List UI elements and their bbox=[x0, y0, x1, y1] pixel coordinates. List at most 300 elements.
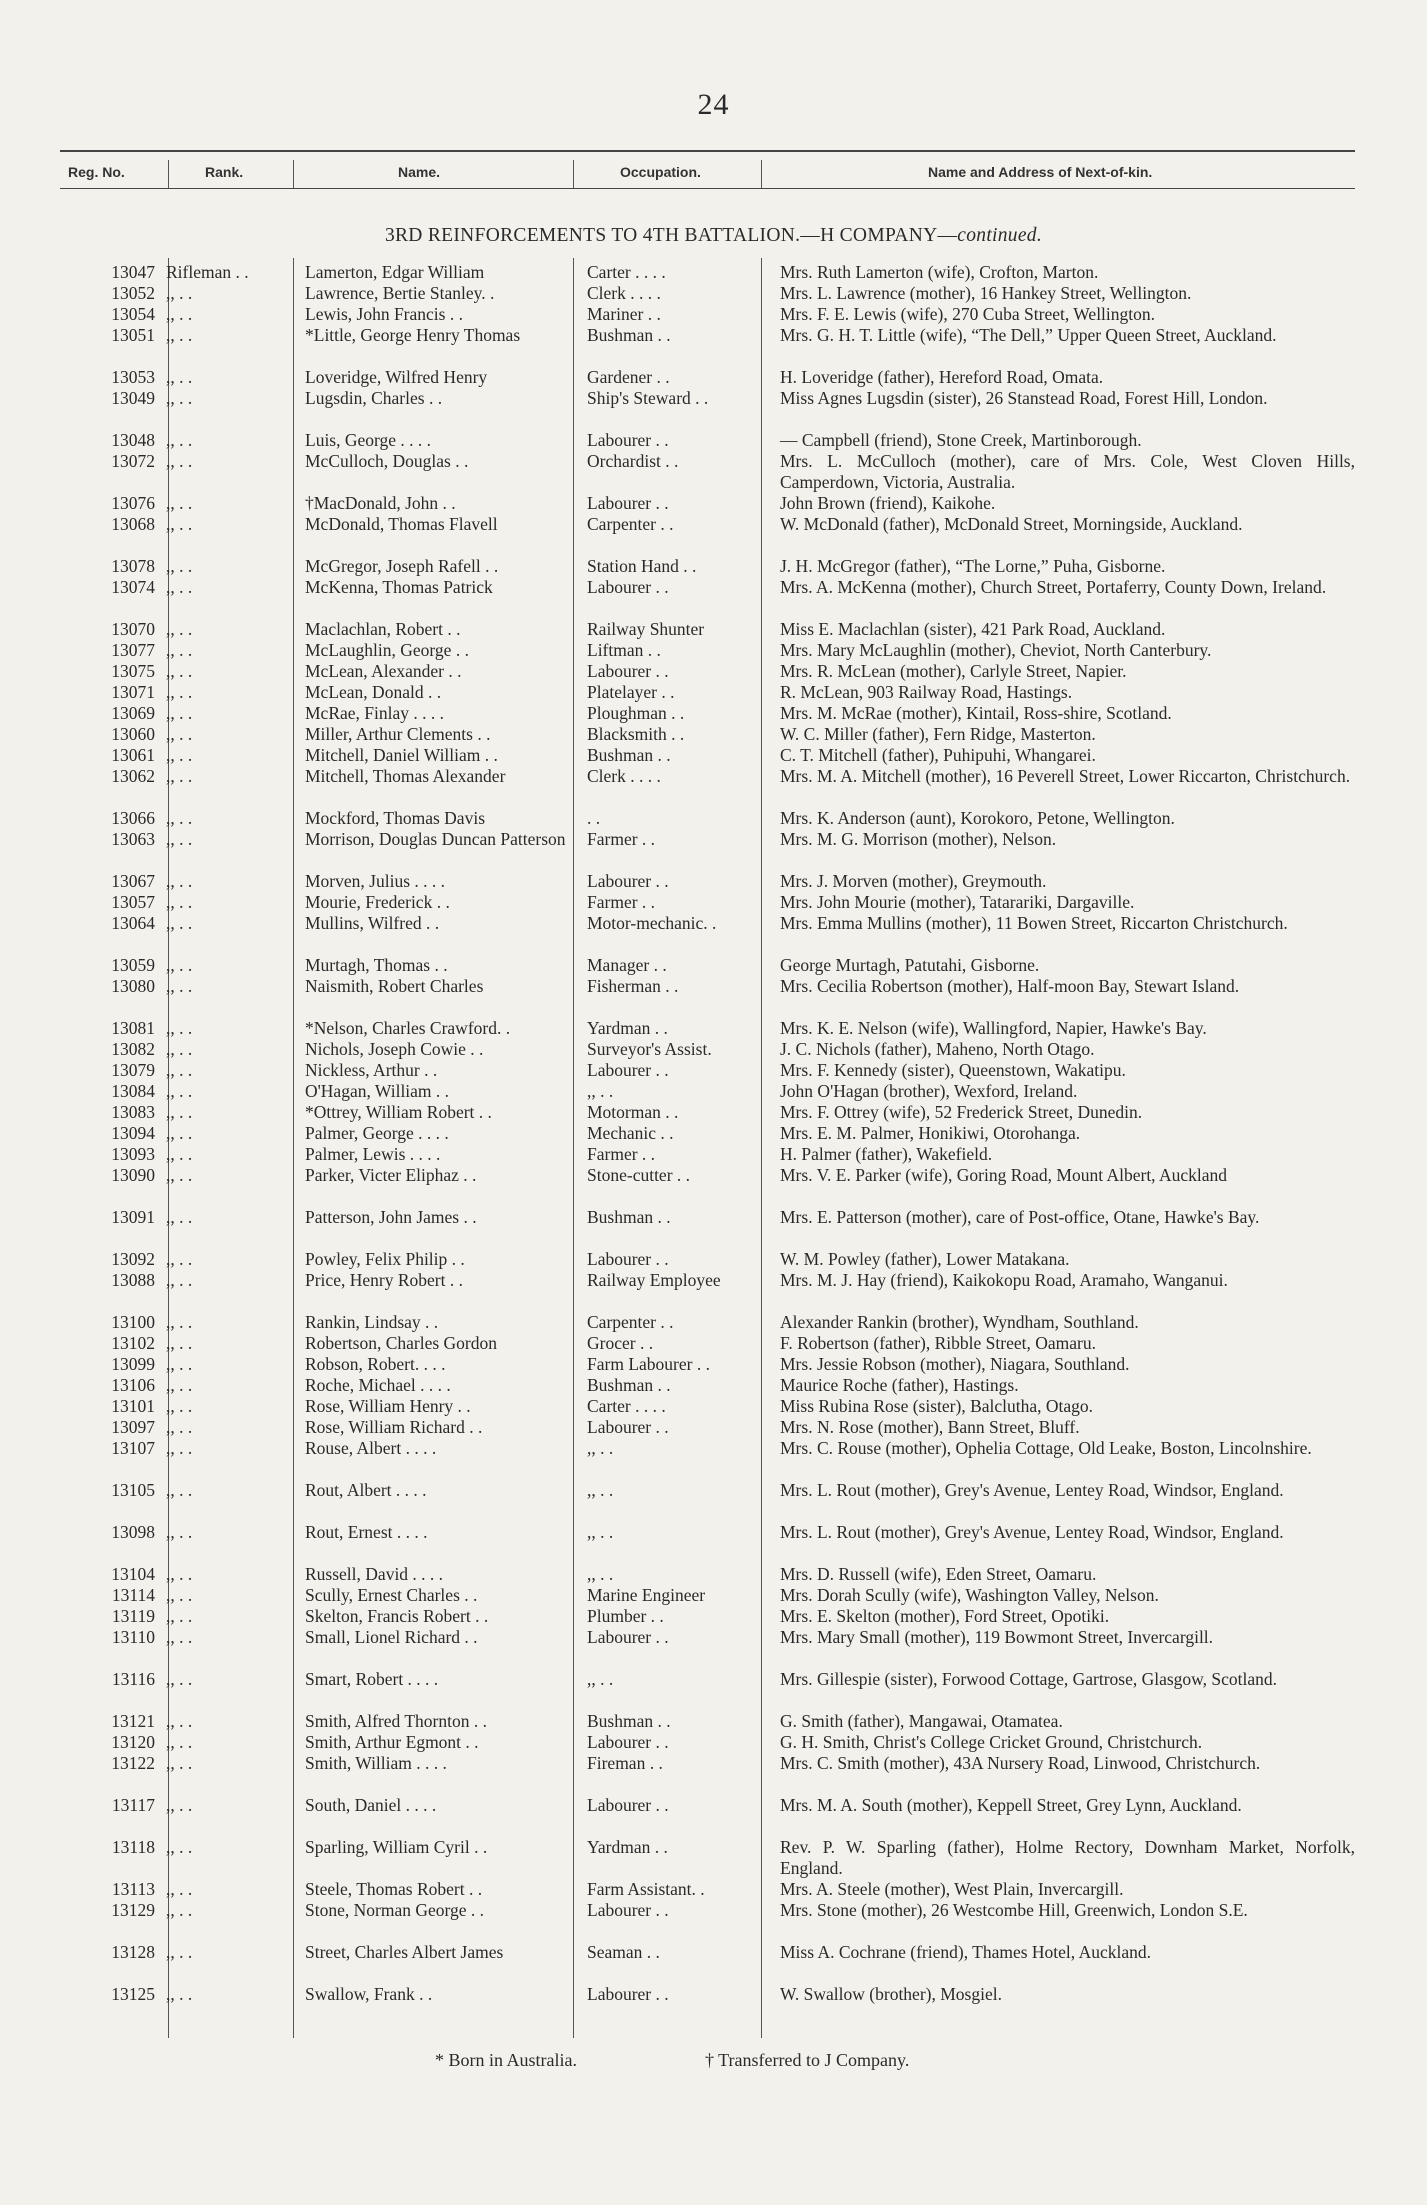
cell-reg-no: 13119 bbox=[111, 1606, 155, 1626]
cell-name: Rouse, Albert . . . . bbox=[305, 1438, 437, 1458]
cell-occupation: Carter . . . . bbox=[587, 1396, 666, 1416]
cell-occupation: ,, . . bbox=[587, 1480, 614, 1500]
cell-name: *Nelson, Charles Crawford. . bbox=[305, 1018, 511, 1038]
cell-occupation: . . bbox=[587, 808, 601, 828]
cell-next-of-kin: W. McDonald (father), McDonald Street, Morningside, Auckland. bbox=[780, 514, 1243, 534]
cell-rank: ,, . . bbox=[166, 430, 193, 450]
cell-name: Scully, Ernest Charles . . bbox=[305, 1585, 478, 1605]
cell-name: McLean, Alexander . . bbox=[305, 661, 462, 681]
footnote-born-australia: * Born in Australia. bbox=[435, 2050, 577, 2070]
cell-reg-no: 13080 bbox=[111, 976, 155, 996]
cell-next-of-kin: G. H. Smith, Christ's College Cricket Ground, Christchurch. bbox=[780, 1732, 1203, 1752]
cell-next-of-kin: Mrs. Mary Small (mother), 119 Bowmont Street, Invercargill. bbox=[780, 1627, 1214, 1647]
section-title-text: 3RD REINFORCEMENTS TO 4TH BATTALION.—H COMPANY— bbox=[384, 225, 958, 246]
cell-next-of-kin: Mrs. K. Anderson (aunt), Korokoro, Petone, Wellington. bbox=[780, 808, 1175, 828]
cell-name: Rout, Ernest . . . . bbox=[305, 1522, 428, 1542]
cell-reg-no: 13074 bbox=[111, 577, 155, 597]
cell-reg-no: 13088 bbox=[111, 1270, 155, 1290]
section-title-continued: continued. bbox=[957, 225, 1043, 246]
cell-name: Lewis, John Francis . . bbox=[305, 304, 463, 324]
cell-reg-no: 13105 bbox=[111, 1480, 155, 1500]
cell-rank: ,, . . bbox=[166, 1627, 193, 1647]
cell-rank: ,, . . bbox=[166, 1984, 193, 2004]
cell-next-of-kin: Mrs. R. McLean (mother), Carlyle Street, Napier. bbox=[780, 661, 1127, 681]
cell-rank: ,, . . bbox=[166, 1018, 193, 1038]
cell-name: Naismith, Robert Charles bbox=[305, 976, 484, 996]
cell-occupation: Labourer . . bbox=[587, 1984, 669, 2004]
cell-name: Nickless, Arthur . . bbox=[305, 1060, 438, 1080]
cell-next-of-kin: Mrs. E. Patterson (mother), care of Post-office, Otane, Hawke's Bay. bbox=[780, 1207, 1260, 1227]
cell-rank: ,, . . bbox=[166, 1879, 193, 1899]
cell-occupation: Clerk . . . . bbox=[587, 766, 661, 786]
cell-occupation: Labourer . . bbox=[587, 871, 669, 891]
cell-occupation: Bushman . . bbox=[587, 1207, 671, 1227]
cell-reg-no: 13064 bbox=[111, 913, 155, 933]
cell-next-of-kin: Mrs. J. Morven (mother), Greymouth. bbox=[780, 871, 1047, 891]
cell-reg-no: 13100 bbox=[111, 1312, 155, 1332]
cell-reg-no: 13053 bbox=[111, 367, 155, 387]
cell-next-of-kin: Mrs. Mary McLaughlin (mother), Cheviot, North Canterbury. bbox=[780, 640, 1212, 660]
cell-reg-no: 13084 bbox=[111, 1081, 155, 1101]
cell-reg-no: 13081 bbox=[111, 1018, 155, 1038]
cell-rank: ,, . . bbox=[166, 1522, 193, 1542]
cell-rank: ,, . . bbox=[166, 1837, 193, 1857]
cell-occupation: Surveyor's Assist. bbox=[587, 1039, 712, 1059]
cell-next-of-kin: Mrs. V. E. Parker (wife), Goring Road, Mount Albert, Auckland bbox=[780, 1165, 1228, 1185]
cell-reg-no: 13061 bbox=[111, 745, 155, 765]
cell-next-of-kin: Mrs. L. McCulloch (mother), care of Mrs. Cole, West Cloven Hills, Camperdown, Victoria, Australia. bbox=[780, 451, 1355, 492]
cell-rank: ,, . . bbox=[166, 451, 193, 471]
cell-name: Morrison, Douglas Duncan Patterson bbox=[305, 829, 566, 849]
cell-rank: ,, . . bbox=[166, 514, 193, 534]
cell-occupation: Carpenter . . bbox=[587, 1312, 674, 1332]
cell-reg-no: 13099 bbox=[111, 1354, 155, 1374]
cell-rank: ,, . . bbox=[166, 388, 193, 408]
cell-next-of-kin: W. M. Powley (father), Lower Matakana. bbox=[780, 1249, 1070, 1269]
cell-rank: ,, . . bbox=[166, 1333, 193, 1353]
cell-name: Mitchell, Thomas Alexander bbox=[305, 766, 506, 786]
cell-rank: ,, . . bbox=[166, 1081, 193, 1101]
cell-occupation: Bushman . . bbox=[587, 1375, 671, 1395]
cell-reg-no: 13091 bbox=[111, 1207, 155, 1227]
cell-name: McLaughlin, George . . bbox=[305, 640, 469, 660]
cell-occupation: Bushman . . bbox=[587, 1711, 671, 1731]
cell-rank: ,, . . bbox=[166, 871, 193, 891]
cell-next-of-kin: Mrs. F. E. Lewis (wife), 270 Cuba Street, Wellington. bbox=[780, 304, 1156, 324]
cell-reg-no: 13128 bbox=[111, 1942, 155, 1962]
cell-occupation: ,, . . bbox=[587, 1564, 614, 1584]
cell-next-of-kin: Mrs. L. Rout (mother), Grey's Avenue, Lentey Road, Windsor, England. bbox=[780, 1480, 1284, 1500]
cell-next-of-kin: Mrs. K. E. Nelson (wife), Wallingford, Napier, Hawke's Bay. bbox=[780, 1018, 1207, 1038]
cell-occupation: Fisherman . . bbox=[587, 976, 679, 996]
cell-reg-no: 13101 bbox=[111, 1396, 155, 1416]
cell-reg-no: 13110 bbox=[111, 1627, 155, 1647]
cell-name: Lawrence, Bertie Stanley. . bbox=[305, 283, 495, 303]
cell-name: *Ottrey, William Robert . . bbox=[305, 1102, 492, 1122]
cell-rank: ,, . . bbox=[166, 1354, 193, 1374]
cell-rank: ,, . . bbox=[166, 304, 193, 324]
cell-next-of-kin: Miss E. Maclachlan (sister), 421 Park Road, Auckland. bbox=[780, 619, 1166, 639]
cell-rank: ,, . . bbox=[166, 1564, 193, 1584]
header-rank: Rank. bbox=[205, 164, 244, 180]
cell-reg-no: 13098 bbox=[111, 1522, 155, 1542]
cell-next-of-kin: C. T. Mitchell (father), Puhipuhi, Whangarei. bbox=[780, 745, 1096, 765]
cell-next-of-kin: J. H. McGregor (father), “The Lorne,” Puha, Gisborne. bbox=[780, 556, 1166, 576]
cell-rank: ,, . . bbox=[166, 1732, 193, 1752]
cell-next-of-kin: Miss Agnes Lugsdin (sister), 26 Stanstead Road, Forest Hill, London. bbox=[780, 388, 1268, 408]
cell-occupation: Labourer . . bbox=[587, 1795, 669, 1815]
cell-next-of-kin: Mrs. M. G. Morrison (mother), Nelson. bbox=[780, 829, 1057, 849]
cell-next-of-kin: Mrs. Gillespie (sister), Forwood Cottage, Gartrose, Glasgow, Scotland. bbox=[780, 1669, 1278, 1689]
cell-reg-no: 13076 bbox=[111, 493, 155, 513]
cell-reg-no: 13116 bbox=[111, 1669, 155, 1689]
cell-reg-no: 13077 bbox=[111, 640, 155, 660]
cell-occupation: Yardman . . bbox=[587, 1018, 668, 1038]
cell-name: Rose, William Richard . . bbox=[305, 1417, 483, 1437]
cell-rank: ,, . . bbox=[166, 493, 193, 513]
cell-name: Street, Charles Albert James bbox=[305, 1942, 504, 1962]
cell-next-of-kin: — Campbell (friend), Stone Creek, Martinborough. bbox=[780, 430, 1142, 450]
page-number: 24 bbox=[697, 88, 730, 121]
cell-next-of-kin: Miss A. Cochrane (friend), Thames Hotel, Auckland. bbox=[780, 1942, 1151, 1962]
cell-next-of-kin: Mrs. M. McRae (mother), Kintail, Ross-shire, Scotland. bbox=[780, 703, 1172, 723]
cell-rank: ,, . . bbox=[166, 1312, 193, 1332]
cell-next-of-kin: Mrs. John Mourie (mother), Tatarariki, Dargaville. bbox=[780, 892, 1135, 912]
cell-name: Smith, William . . . . bbox=[305, 1753, 447, 1773]
cell-name: McGregor, Joseph Rafell . . bbox=[305, 556, 499, 576]
cell-occupation: Manager . . bbox=[587, 955, 667, 975]
cell-name: Miller, Arthur Clements . . bbox=[305, 724, 491, 744]
cell-name: Patterson, John James . . bbox=[305, 1207, 477, 1227]
cell-occupation: Labourer . . bbox=[587, 1732, 669, 1752]
cell-next-of-kin: Mrs. N. Rose (mother), Bann Street, Bluff. bbox=[780, 1417, 1080, 1437]
cell-next-of-kin: John O'Hagan (brother), Wexford, Ireland. bbox=[780, 1081, 1078, 1101]
cell-next-of-kin: J. C. Nichols (father), Maheno, North Otago. bbox=[780, 1039, 1095, 1059]
cell-reg-no: 13122 bbox=[111, 1753, 155, 1773]
cell-reg-no: 13068 bbox=[111, 514, 155, 534]
cell-reg-no: 13082 bbox=[111, 1039, 155, 1059]
cell-reg-no: 13102 bbox=[111, 1333, 155, 1353]
cell-reg-no: 13066 bbox=[111, 808, 155, 828]
cell-occupation: ,, . . bbox=[587, 1669, 614, 1689]
cell-occupation: Yardman . . bbox=[587, 1837, 668, 1857]
cell-rank: ,, . . bbox=[166, 325, 193, 345]
cell-rank: ,, . . bbox=[166, 1396, 193, 1416]
cell-next-of-kin: Mrs. A. McKenna (mother), Church Street, Portaferry, County Down, Ireland. bbox=[780, 577, 1327, 597]
cell-next-of-kin: Mrs. A. Steele (mother), West Plain, Invercargill. bbox=[780, 1879, 1124, 1899]
cell-reg-no: 13048 bbox=[111, 430, 155, 450]
cell-occupation: Station Hand . . bbox=[587, 556, 697, 576]
header-next-of-kin: Name and Address of Next-of-kin. bbox=[928, 164, 1153, 180]
cell-occupation: Bushman . . bbox=[587, 325, 671, 345]
cell-reg-no: 13094 bbox=[111, 1123, 155, 1143]
cell-reg-no: 13129 bbox=[111, 1900, 155, 1920]
cell-reg-no: 13121 bbox=[111, 1711, 155, 1731]
cell-rank: ,, . . bbox=[166, 1900, 193, 1920]
cell-next-of-kin: R. McLean, 903 Railway Road, Hastings. bbox=[780, 682, 1073, 702]
cell-occupation: ,, . . bbox=[587, 1081, 614, 1101]
cell-rank: ,, . . bbox=[166, 1165, 193, 1185]
cell-reg-no: 13106 bbox=[111, 1375, 155, 1395]
cell-name: Parker, Victer Eliphaz . . bbox=[305, 1165, 477, 1185]
cell-next-of-kin: Mrs. F. Kennedy (sister), Queenstown, Wakatipu. bbox=[780, 1060, 1126, 1080]
cell-rank: ,, . . bbox=[166, 745, 193, 765]
cell-rank: ,, . . bbox=[166, 955, 193, 975]
cell-occupation: Ship's Steward . . bbox=[587, 388, 709, 408]
cell-reg-no: 13072 bbox=[111, 451, 155, 471]
cell-name: Smith, Alfred Thornton . . bbox=[305, 1711, 487, 1731]
cell-reg-no: 13090 bbox=[111, 1165, 155, 1185]
cell-reg-no: 13069 bbox=[111, 703, 155, 723]
cell-rank: ,, . . bbox=[166, 556, 193, 576]
cell-reg-no: 13125 bbox=[111, 1984, 155, 2004]
cell-rank: ,, . . bbox=[166, 1207, 193, 1227]
cell-reg-no: 13063 bbox=[111, 829, 155, 849]
cell-occupation: Farmer . . bbox=[587, 892, 656, 912]
cell-name: Mitchell, Daniel William . . bbox=[305, 745, 498, 765]
cell-name: McDonald, Thomas Flavell bbox=[305, 514, 498, 534]
cell-occupation: Grocer . . bbox=[587, 1333, 654, 1353]
cell-rank: ,, . . bbox=[166, 1606, 193, 1626]
cell-occupation: Labourer . . bbox=[587, 661, 669, 681]
cell-name: Robertson, Charles Gordon bbox=[305, 1333, 497, 1353]
cell-occupation: Farm Assistant. . bbox=[587, 1879, 705, 1899]
cell-occupation: Liftman . . bbox=[587, 640, 661, 660]
cell-rank: ,, . . bbox=[166, 619, 193, 639]
cell-occupation: Blacksmith . . bbox=[587, 724, 685, 744]
cell-rank: ,, . . bbox=[166, 367, 193, 387]
cell-occupation: Labourer . . bbox=[587, 1627, 669, 1647]
cell-rank: ,, . . bbox=[166, 1039, 193, 1059]
cell-name: Luis, George . . . . bbox=[305, 430, 432, 450]
cell-rank: ,, . . bbox=[166, 1753, 193, 1773]
cell-reg-no: 13092 bbox=[111, 1249, 155, 1269]
header-name: Name. bbox=[398, 164, 441, 180]
cell-next-of-kin: Mrs. E. M. Palmer, Honikiwi, Otorohanga. bbox=[780, 1123, 1081, 1143]
cell-rank: ,, . . bbox=[166, 829, 193, 849]
cell-reg-no: 13054 bbox=[111, 304, 155, 324]
cell-rank: ,, . . bbox=[166, 1102, 193, 1122]
cell-occupation: Ploughman . . bbox=[587, 703, 685, 723]
cell-name: Roche, Michael . . . . bbox=[305, 1375, 451, 1395]
cell-occupation: Marine Engineer bbox=[587, 1585, 706, 1605]
cell-name: Murtagh, Thomas . . bbox=[305, 955, 448, 975]
cell-next-of-kin: Mrs. Stone (mother), 26 Westcombe Hill, Greenwich, London S.E. bbox=[780, 1900, 1248, 1920]
cell-occupation: Farmer . . bbox=[587, 829, 656, 849]
cell-name: Rose, William Henry . . bbox=[305, 1396, 471, 1416]
cell-next-of-kin: Mrs. Emma Mullins (mother), 11 Bowen Street, Riccarton Christchurch. bbox=[780, 913, 1288, 933]
cell-next-of-kin: Mrs. D. Russell (wife), Eden Street, Oamaru. bbox=[780, 1564, 1097, 1584]
cell-reg-no: 13114 bbox=[111, 1585, 155, 1605]
cell-next-of-kin: Mrs. G. H. T. Little (wife), “The Dell,” Upper Queen Street, Auckland. bbox=[780, 325, 1277, 345]
cell-occupation: Bushman . . bbox=[587, 745, 671, 765]
cell-rank: ,, . . bbox=[166, 577, 193, 597]
cell-occupation: ,, . . bbox=[587, 1522, 614, 1542]
header-reg-no: Reg. No. bbox=[68, 164, 125, 180]
cell-next-of-kin: F. Robertson (father), Ribble Street, Oamaru. bbox=[780, 1333, 1096, 1353]
cell-next-of-kin: Mrs. Jessie Robson (mother), Niagara, Southland. bbox=[780, 1354, 1130, 1374]
cell-occupation: Mariner . . bbox=[587, 304, 661, 324]
cell-next-of-kin: Mrs. Cecilia Robertson (mother), Half-moon Bay, Stewart Island. bbox=[780, 976, 1240, 996]
cell-name: Mourie, Frederick . . bbox=[305, 892, 450, 912]
cell-occupation: Platelayer . . bbox=[587, 682, 675, 702]
cell-rank: ,, . . bbox=[166, 976, 193, 996]
cell-name: Nichols, Joseph Cowie . . bbox=[305, 1039, 484, 1059]
cell-next-of-kin: Mrs. Dorah Scully (wife), Washington Valley, Nelson. bbox=[780, 1585, 1159, 1605]
cell-occupation: Clerk . . . . bbox=[587, 283, 661, 303]
header-occupation: Occupation. bbox=[620, 164, 701, 180]
cell-occupation: Labourer . . bbox=[587, 1417, 669, 1437]
cell-occupation: Labourer . . bbox=[587, 1249, 669, 1269]
cell-rank: ,, . . bbox=[166, 1480, 193, 1500]
cell-next-of-kin: John Brown (friend), Kaikohe. bbox=[780, 493, 996, 513]
cell-occupation: Labourer . . bbox=[587, 577, 669, 597]
cell-rank: ,, . . bbox=[166, 703, 193, 723]
cell-reg-no: 13118 bbox=[111, 1837, 155, 1857]
cell-name: Lamerton, Edgar William bbox=[305, 262, 485, 282]
cell-rank: ,, . . bbox=[166, 1669, 193, 1689]
cell-name: †MacDonald, John . . bbox=[305, 493, 456, 513]
cell-reg-no: 13062 bbox=[111, 766, 155, 786]
cell-name: Small, Lionel Richard . . bbox=[305, 1627, 478, 1647]
cell-name: Maclachlan, Robert . . bbox=[305, 619, 461, 639]
cell-rank: ,, . . bbox=[166, 724, 193, 744]
cell-rank: ,, . . bbox=[166, 913, 193, 933]
cell-next-of-kin: Mrs. Ruth Lamerton (wife), Crofton, Marton. bbox=[780, 262, 1099, 282]
cell-rank: ,, . . bbox=[166, 1711, 193, 1731]
cell-next-of-kin: H. Palmer (father), Wakefield. bbox=[780, 1144, 993, 1164]
cell-occupation: Stone-cutter . . bbox=[587, 1165, 691, 1185]
cell-reg-no: 13067 bbox=[111, 871, 155, 891]
cell-rank: ,, . . bbox=[166, 892, 193, 912]
cell-occupation: Fireman . . bbox=[587, 1753, 663, 1773]
cell-occupation: Mechanic . . bbox=[587, 1123, 674, 1143]
cell-next-of-kin: Miss Rubina Rose (sister), Balclutha, Otago. bbox=[780, 1396, 1094, 1416]
cell-rank: ,, . . bbox=[166, 661, 193, 681]
cell-reg-no: 13051 bbox=[111, 325, 155, 345]
cell-name: Russell, David . . . . bbox=[305, 1564, 444, 1584]
cell-reg-no: 13057 bbox=[111, 892, 155, 912]
cell-reg-no: 13059 bbox=[111, 955, 155, 975]
cell-next-of-kin: Mrs. M. J. Hay (friend), Kaikokopu Road, Aramaho, Wanganui. bbox=[780, 1270, 1228, 1290]
cell-occupation: Farm Labourer . . bbox=[587, 1354, 710, 1374]
cell-reg-no: 13107 bbox=[111, 1438, 155, 1458]
cell-next-of-kin: Mrs. F. Ottrey (wife), 52 Frederick Street, Dunedin. bbox=[780, 1102, 1143, 1122]
cell-rank: ,, . . bbox=[166, 1795, 193, 1815]
cell-next-of-kin: Mrs. L. Lawrence (mother), 16 Hankey Street, Wellington. bbox=[780, 283, 1192, 303]
cell-reg-no: 13070 bbox=[111, 619, 155, 639]
cell-occupation: Plumber . . bbox=[587, 1606, 664, 1626]
cell-reg-no: 13060 bbox=[111, 724, 155, 744]
cell-reg-no: 13097 bbox=[111, 1417, 155, 1437]
cell-name: Mockford, Thomas Davis bbox=[305, 808, 485, 828]
cell-reg-no: 13079 bbox=[111, 1060, 155, 1080]
cell-occupation: Motor-mechanic. . bbox=[587, 913, 717, 933]
cell-name: McRae, Finlay . . . . bbox=[305, 703, 445, 723]
cell-reg-no: 13083 bbox=[111, 1102, 155, 1122]
cell-name: Rankin, Lindsay . . bbox=[305, 1312, 439, 1332]
cell-occupation: Labourer . . bbox=[587, 1060, 669, 1080]
cell-reg-no: 13093 bbox=[111, 1144, 155, 1164]
cell-reg-no: 13075 bbox=[111, 661, 155, 681]
cell-occupation: Carpenter . . bbox=[587, 514, 674, 534]
cell-name: Mullins, Wilfred . . bbox=[305, 913, 440, 933]
cell-rank: ,, . . bbox=[166, 1942, 193, 1962]
cell-name: Rout, Albert . . . . bbox=[305, 1480, 427, 1500]
cell-occupation: Orchardist . . bbox=[587, 451, 679, 471]
cell-reg-no: 13104 bbox=[111, 1564, 155, 1584]
footnote-transferred: † Transferred to J Company. bbox=[705, 2050, 910, 2070]
cell-name: Morven, Julius . . . . bbox=[305, 871, 445, 891]
cell-reg-no: 13120 bbox=[111, 1732, 155, 1752]
cell-reg-no: 13047 bbox=[111, 262, 155, 282]
cell-occupation: Railway Shunter bbox=[587, 619, 705, 639]
cell-next-of-kin: W. Swallow (brother), Mosgiel. bbox=[780, 1984, 1002, 2004]
cell-occupation: Motorman . . bbox=[587, 1102, 679, 1122]
cell-rank: ,, . . bbox=[166, 1123, 193, 1143]
cell-occupation: Carter . . . . bbox=[587, 262, 666, 282]
cell-name: Sparling, William Cyril . . bbox=[305, 1837, 488, 1857]
cell-rank: ,, . . bbox=[166, 1249, 193, 1269]
cell-name: Powley, Felix Philip . . bbox=[305, 1249, 465, 1269]
cell-rank: ,, . . bbox=[166, 1375, 193, 1395]
cell-name: Skelton, Francis Robert . . bbox=[305, 1606, 489, 1626]
cell-next-of-kin: H. Loveridge (father), Hereford Road, Omata. bbox=[780, 367, 1104, 387]
cell-rank: ,, . . bbox=[166, 283, 193, 303]
cell-name: Palmer, Lewis . . . . bbox=[305, 1144, 441, 1164]
cell-rank: Rifleman . . bbox=[166, 262, 249, 282]
cell-occupation: Railway Employee bbox=[587, 1270, 721, 1290]
cell-rank: ,, . . bbox=[166, 1438, 193, 1458]
cell-next-of-kin: Rev. P. W. Sparling (father), Holme Rectory, Downham Market, Norfolk, England. bbox=[780, 1837, 1355, 1878]
cell-next-of-kin: Mrs. M. A. Mitchell (mother), 16 Peverell Street, Lower Riccarton, Christchurch. bbox=[780, 766, 1351, 786]
cell-rank: ,, . . bbox=[166, 766, 193, 786]
cell-next-of-kin: George Murtagh, Patutahi, Gisborne. bbox=[780, 955, 1040, 975]
cell-next-of-kin: Maurice Roche (father), Hastings. bbox=[780, 1375, 1019, 1395]
cell-rank: ,, . . bbox=[166, 1585, 193, 1605]
cell-rank: ,, . . bbox=[166, 1270, 193, 1290]
cell-next-of-kin: Mrs. E. Skelton (mother), Ford Street, Opotiki. bbox=[780, 1606, 1110, 1626]
cell-reg-no: 13078 bbox=[111, 556, 155, 576]
cell-name: Loveridge, Wilfred Henry bbox=[305, 367, 488, 387]
cell-occupation: Labourer . . bbox=[587, 430, 669, 450]
cell-occupation: Labourer . . bbox=[587, 493, 669, 513]
cell-occupation: ,, . . bbox=[587, 1438, 614, 1458]
cell-next-of-kin: Alexander Rankin (brother), Wyndham, Southland. bbox=[780, 1312, 1139, 1332]
cell-name: South, Daniel . . . . bbox=[305, 1795, 437, 1815]
cell-rank: ,, . . bbox=[166, 1060, 193, 1080]
cell-reg-no: 13113 bbox=[111, 1879, 155, 1899]
cell-next-of-kin: W. C. Miller (father), Fern Ridge, Masterton. bbox=[780, 724, 1096, 744]
cell-reg-no: 13049 bbox=[111, 388, 155, 408]
cell-name: McKenna, Thomas Patrick bbox=[305, 577, 493, 597]
cell-next-of-kin: Mrs. L. Rout (mother), Grey's Avenue, Lentey Road, Windsor, England. bbox=[780, 1522, 1284, 1542]
cell-next-of-kin: Mrs. C. Rouse (mother), Ophelia Cottage, Old Leake, Boston, Lincolnshire. bbox=[780, 1438, 1312, 1458]
cell-next-of-kin: Mrs. M. A. South (mother), Keppell Street, Grey Lynn, Auckland. bbox=[780, 1795, 1242, 1815]
cell-name: Swallow, Frank . . bbox=[305, 1984, 433, 2004]
cell-next-of-kin: G. Smith (father), Mangawai, Otamatea. bbox=[780, 1711, 1063, 1731]
cell-reg-no: 13071 bbox=[111, 682, 155, 702]
cell-name: Palmer, George . . . . bbox=[305, 1123, 449, 1143]
cell-rank: ,, . . bbox=[166, 1144, 193, 1164]
cell-name: McLean, Donald . . bbox=[305, 682, 442, 702]
cell-rank: ,, . . bbox=[166, 640, 193, 660]
cell-name: Stone, Norman George . . bbox=[305, 1900, 485, 1920]
cell-reg-no: 13117 bbox=[111, 1795, 155, 1815]
cell-name: McCulloch, Douglas . . bbox=[305, 451, 469, 471]
cell-name: Smith, Arthur Egmont . . bbox=[305, 1732, 479, 1752]
cell-rank: ,, . . bbox=[166, 808, 193, 828]
